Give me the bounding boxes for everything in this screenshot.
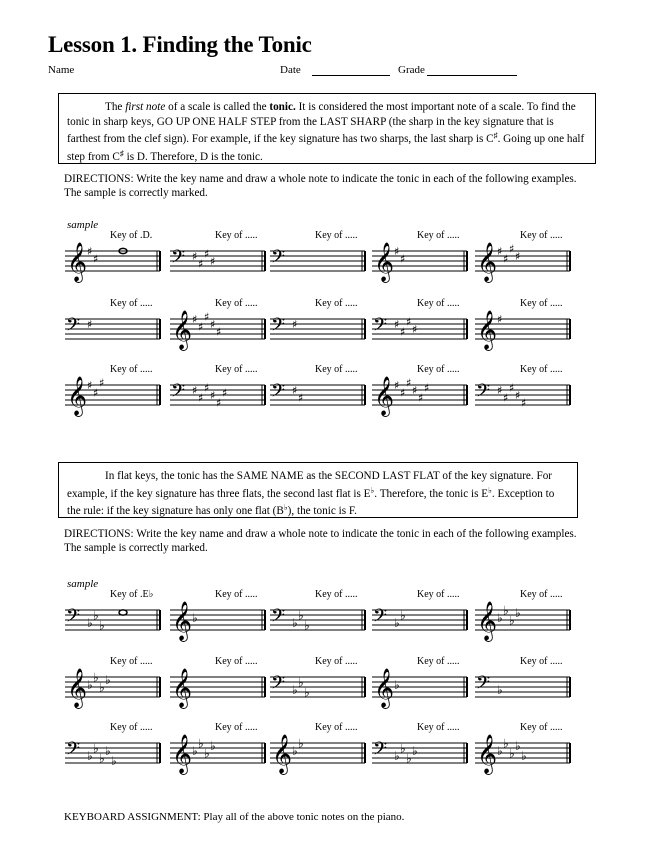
flat-symbol: ♭ <box>370 485 375 495</box>
music-staff[interactable] <box>475 239 574 290</box>
whole-note-icon <box>119 610 127 615</box>
music-staff[interactable] <box>372 239 471 290</box>
key-name-blank[interactable]: Key of ..... <box>315 589 358 600</box>
music-staff[interactable] <box>65 373 164 424</box>
bass-clef-icon: 𝄢 <box>271 315 286 340</box>
flat-icon: ♭ <box>204 746 210 761</box>
bass-clef-icon: 𝄢 <box>373 315 388 340</box>
treble-clef-icon: 𝄞 <box>374 242 395 282</box>
sharp-icon: ♯ <box>400 325 406 339</box>
music-staff[interactable] <box>372 665 471 716</box>
treble-clef-icon: 𝄞 <box>477 734 498 774</box>
treble-clef-icon: 𝄞 <box>477 310 498 350</box>
bass-clef-icon: 𝄢 <box>271 673 286 698</box>
flat-icon: ♭ <box>497 744 503 758</box>
flat-icon: ♭ <box>99 618 105 633</box>
sharp-icon: ♯ <box>497 245 503 258</box>
music-staff[interactable] <box>372 373 471 424</box>
music-staff[interactable] <box>372 307 471 358</box>
sharp-icon: ♯ <box>93 386 99 400</box>
tonic-term: tonic. <box>269 101 296 113</box>
flat-icon: ♭ <box>406 751 412 766</box>
music-staff[interactable] <box>170 373 269 424</box>
key-name-blank[interactable]: Key of ..... <box>110 364 153 375</box>
sharp-icon: ♯ <box>394 245 400 258</box>
name-label: Name <box>48 64 75 76</box>
music-staff[interactable] <box>170 239 269 290</box>
flat-icon: ♭ <box>210 739 216 753</box>
first-note-term: first note <box>125 101 166 113</box>
date-field[interactable] <box>312 75 390 76</box>
flat-icon: ♭ <box>298 736 304 751</box>
directions-flats: DIRECTIONS: Write the key name and draw a whole note to indicate the tonic in each of the following examples. The sample is correctly marked. <box>64 528 577 554</box>
flat-icon: ♭ <box>198 736 204 751</box>
sharp-icon: ♯ <box>192 313 198 326</box>
sharp-icon: ♯ <box>292 384 298 397</box>
flat-icon: ♭ <box>515 606 521 620</box>
sharp-icon: ♯ <box>418 391 424 405</box>
flat-icon: ♭ <box>509 746 515 761</box>
flat-icon: ♭ <box>400 741 406 756</box>
key-name-blank[interactable]: Key of ..... <box>315 230 358 241</box>
key-name-blank[interactable]: Key of ..... <box>215 298 258 309</box>
flat-icon: ♭ <box>400 608 406 623</box>
key-name-blank[interactable]: Key of ..... <box>520 298 563 309</box>
sharp-keys-info-box: The first note of a scale is called the tonic. It is considered the most important note of a scale. To find the tonic in sharp keys, GO UP ONE HALF STEP from the LAST SHARP (the sharp in the key signature that is farthest from the clef sign). For example, if the key signature has two sharps, the last sharp is C♯. Going up one half step from C♯ is D. Therefore, D is the tonic. <box>58 93 596 164</box>
music-staff[interactable] <box>65 598 164 649</box>
treble-clef-icon: 𝄞 <box>172 668 193 708</box>
sharp-icon: ♯ <box>497 313 503 326</box>
bass-clef-icon: 𝄢 <box>271 247 286 272</box>
sharp-icon: ♯ <box>192 250 198 263</box>
flat-icon: ♭ <box>105 744 111 758</box>
music-staff[interactable] <box>170 665 269 716</box>
flat-icon: ♭ <box>292 744 298 758</box>
bass-clef-icon: 𝄢 <box>66 739 81 764</box>
treble-clef-icon: 𝄞 <box>172 601 193 641</box>
key-name-blank[interactable]: Key of ..... <box>417 298 460 309</box>
treble-clef-icon: 𝄞 <box>172 734 193 774</box>
treble-clef-icon: 𝄞 <box>67 376 88 416</box>
flat-icon: ♭ <box>93 670 99 685</box>
sharp-icon: ♯ <box>394 379 400 392</box>
treble-clef-icon: 𝄞 <box>477 601 498 641</box>
sharp-icon: ♯ <box>198 320 204 334</box>
music-staff[interactable] <box>475 373 574 424</box>
sharp-icon: ♯ <box>93 252 99 266</box>
music-staff[interactable] <box>65 307 164 358</box>
sharp-icon: ♯ <box>222 386 228 400</box>
sharp-icon: ♯ <box>503 252 509 266</box>
flat-icon: ♭ <box>298 608 304 623</box>
music-staff[interactable] <box>372 598 471 649</box>
music-staff[interactable] <box>65 665 164 716</box>
music-staff[interactable] <box>170 598 269 649</box>
flat-icon: ♭ <box>394 749 400 763</box>
bass-clef-icon: 𝄢 <box>476 381 491 406</box>
sharp-icon: ♯ <box>412 384 418 397</box>
bass-clef-icon: 𝄢 <box>66 315 81 340</box>
flat-keys-info-box: In flat keys, the tonic has the SAME NAME as the SECOND LAST FLAT of the key signature. For example, if the key signature has three flats, the second last flat is E♭. Therefore, the tonic is E♭. Exception to the rule: if the key signature has only one flat (B♭), the tonic is F. <box>58 462 578 518</box>
key-name-blank[interactable]: Key of ..... <box>215 722 258 733</box>
key-name-blank[interactable]: Key of ..... <box>520 589 563 600</box>
key-name-blank[interactable]: Key of ..... <box>417 364 460 375</box>
sharp-icon: ♯ <box>204 310 210 324</box>
flat-symbol: ♭ <box>488 485 492 495</box>
sharp-icon: ♯ <box>87 379 93 392</box>
treble-clef-icon: 𝄞 <box>477 242 498 282</box>
bass-clef-icon: 𝄢 <box>271 381 286 406</box>
flat-icon: ♭ <box>497 611 503 625</box>
music-staff[interactable] <box>270 665 369 716</box>
key-name-blank[interactable]: Key of ..... <box>315 364 358 375</box>
sharp-icon: ♯ <box>204 381 210 395</box>
grade-field[interactable] <box>427 75 517 76</box>
key-name-blank[interactable]: Key of ..... <box>315 298 358 309</box>
flat-icon: ♭ <box>503 736 509 751</box>
key-name-blank[interactable]: Key of ..... <box>520 656 563 667</box>
key-name-blank[interactable]: Key of ..... <box>417 230 460 241</box>
key-name-blank[interactable]: Key of ..... <box>110 656 153 667</box>
treble-clef-icon: 𝄞 <box>67 242 88 282</box>
grade-label: Grade <box>398 64 425 76</box>
flat-icon: ♭ <box>87 616 93 630</box>
music-staff[interactable] <box>475 731 574 782</box>
treble-clef-icon: 𝄞 <box>172 310 193 350</box>
key-name-blank[interactable]: Key of ..... <box>417 722 460 733</box>
music-staff[interactable] <box>475 665 574 716</box>
music-staff[interactable] <box>372 731 471 782</box>
flat-icon: ♭ <box>192 744 198 758</box>
bass-clef-icon: 𝄢 <box>476 673 491 698</box>
flat-icon: ♭ <box>93 608 99 623</box>
sharp-icon: ♯ <box>503 391 509 405</box>
sample-label-flats: sample <box>67 578 99 590</box>
treble-clef-icon: 𝄞 <box>374 376 395 416</box>
flat-icon: ♭ <box>111 754 117 768</box>
flat-symbol: ♭ <box>283 503 288 512</box>
key-name-blank[interactable]: Key of .E♭ <box>110 589 154 600</box>
sharp-icon: ♯ <box>515 389 521 402</box>
flat-icon: ♭ <box>412 744 418 758</box>
sharp-icon: ♯ <box>198 391 204 405</box>
treble-clef-icon: 𝄞 <box>374 668 395 708</box>
sharp-icon: ♯ <box>424 381 430 395</box>
bass-clef-icon: 𝄢 <box>271 606 286 631</box>
key-name-blank[interactable]: Key of ..... <box>520 364 563 375</box>
bass-clef-icon: 𝄢 <box>373 739 388 764</box>
key-name-blank[interactable]: Key of ..... <box>315 722 358 733</box>
key-name-blank[interactable]: Key of ..... <box>215 364 258 375</box>
sharp-icon: ♯ <box>216 396 222 410</box>
flat-icon: ♭ <box>87 678 93 692</box>
sharp-icon: ♯ <box>394 318 400 331</box>
sharp-icon: ♯ <box>210 318 216 331</box>
sharp-icon: ♯ <box>509 242 515 256</box>
sharp-icon: ♯ <box>412 323 418 336</box>
flat-icon: ♭ <box>515 739 521 753</box>
sharp-icon: ♯ <box>87 245 93 258</box>
sharp-icon: ♯ <box>192 384 198 397</box>
key-name-blank[interactable]: Key of ..... <box>315 656 358 667</box>
key-name-blank[interactable]: Key of ..... <box>215 656 258 667</box>
key-name-blank[interactable]: Key of ..... <box>417 656 460 667</box>
sharp-icon: ♯ <box>400 386 406 400</box>
flat-icon: ♭ <box>99 680 105 695</box>
music-staff[interactable] <box>170 307 269 358</box>
sharp-icon: ♯ <box>210 255 216 268</box>
key-name-blank[interactable]: Key of ..... <box>110 298 153 309</box>
music-staff[interactable] <box>270 239 369 290</box>
flat-icon: ♭ <box>521 749 527 763</box>
sharp-icon: ♯ <box>99 376 105 390</box>
bass-clef-icon: 𝄢 <box>373 606 388 631</box>
flat-icon: ♭ <box>497 683 503 697</box>
key-name-blank[interactable]: Key of ..... <box>520 722 563 733</box>
sharp-icon: ♯ <box>198 257 204 271</box>
flat-icon: ♭ <box>192 611 198 625</box>
bass-clef-icon: 𝄢 <box>171 381 186 406</box>
sharp-icon: ♯ <box>515 250 521 263</box>
sharp-icon: ♯ <box>406 376 412 390</box>
flat-icon: ♭ <box>99 751 105 766</box>
sample-label-sharps: sample <box>67 219 99 231</box>
sharp-icon: ♯ <box>497 384 503 397</box>
music-staff[interactable] <box>270 598 369 649</box>
sharp-symbol: ♯ <box>119 148 124 158</box>
key-name-blank[interactable]: Key of ..... <box>215 230 258 241</box>
flat-icon: ♭ <box>394 678 400 692</box>
date-label: Date <box>280 64 301 76</box>
music-staff[interactable] <box>475 307 574 358</box>
sharp-icon: ♯ <box>298 391 304 405</box>
flat-icon: ♭ <box>292 616 298 630</box>
keyboard-assignment: KEYBOARD ASSIGNMENT: Play all of the above tonic notes on the piano. <box>64 811 405 823</box>
flat-icon: ♭ <box>503 603 509 618</box>
treble-clef-icon: 𝄞 <box>272 734 293 774</box>
flat-icon: ♭ <box>93 741 99 756</box>
sharp-icon: ♯ <box>400 252 406 266</box>
flat-icon: ♭ <box>298 675 304 690</box>
flat-icon: ♭ <box>304 685 310 700</box>
music-staff[interactable] <box>170 731 269 782</box>
sharp-icon: ♯ <box>210 389 216 402</box>
key-name-blank[interactable]: Key of .D. <box>110 230 153 241</box>
music-staff[interactable] <box>475 598 574 649</box>
key-name-blank[interactable]: Key of ..... <box>110 722 153 733</box>
sharp-icon: ♯ <box>87 318 93 331</box>
sharp-icon: ♯ <box>292 318 298 331</box>
flat-icon: ♭ <box>87 749 93 763</box>
sharp-symbol: ♯ <box>493 131 498 140</box>
sharp-icon: ♯ <box>406 315 412 329</box>
bass-clef-icon: 𝄢 <box>171 247 186 272</box>
sharp-icon: ♯ <box>216 325 222 339</box>
flat-icon: ♭ <box>105 673 111 687</box>
flat-icon: ♭ <box>304 618 310 633</box>
treble-clef-icon: 𝄞 <box>67 668 88 708</box>
sharp-icon: ♯ <box>509 381 515 395</box>
key-name-blank[interactable]: Key of ..... <box>520 230 563 241</box>
key-name-blank[interactable]: Key of ..... <box>215 589 258 600</box>
music-staff[interactable] <box>65 731 164 782</box>
sharp-icon: ♯ <box>204 247 210 261</box>
page-title: Lesson 1. Finding the Tonic <box>48 32 312 57</box>
flat-icon: ♭ <box>292 683 298 697</box>
directions-sharps: DIRECTIONS: Write the key name and draw a whole note to indicate the tonic in each of the following examples. The sample is correctly marked. <box>64 173 577 199</box>
music-staff[interactable] <box>270 731 369 782</box>
bass-clef-icon: 𝄢 <box>66 606 81 631</box>
key-name-blank[interactable]: Key of ..... <box>417 589 460 600</box>
flat-icon: ♭ <box>394 616 400 630</box>
sharp-icon: ♯ <box>521 396 527 410</box>
flat-icon: ♭ <box>509 613 515 628</box>
music-staff[interactable] <box>65 239 164 290</box>
music-staff[interactable] <box>270 373 369 424</box>
music-staff[interactable] <box>270 307 369 358</box>
